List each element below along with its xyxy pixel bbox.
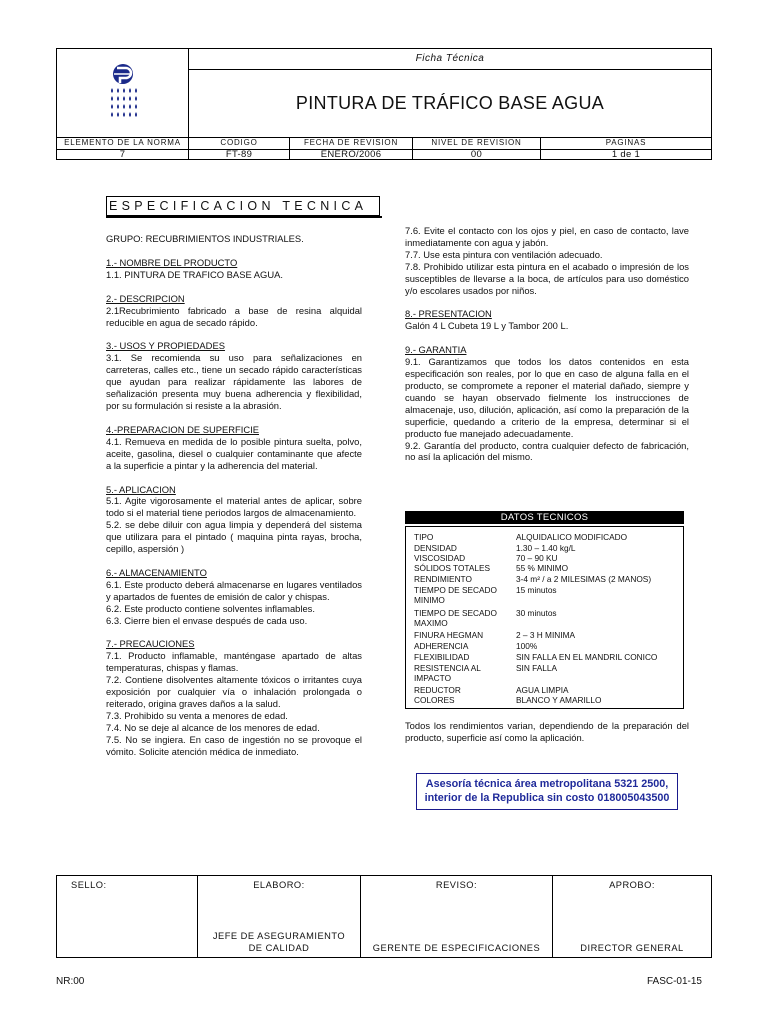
section-text: 7.4. No se deje al alcance de los menores de edad. xyxy=(106,721,320,733)
row-value: 1.30 – 1.40 kg/L xyxy=(516,543,576,553)
product-title: PINTURA DE TRÁFICO BASE AGUA xyxy=(295,93,605,113)
row-key: VISCOSIDAD xyxy=(414,553,466,563)
label-fecha: FECHA DE REVISION xyxy=(290,138,413,149)
right-column xyxy=(405,225,689,463)
row-key: RESISTENCIA AL IMPACTO xyxy=(414,663,481,683)
section-text: 6.3. Cierre bien el envase después de cada uso. xyxy=(106,614,308,626)
reviso-label: REVISO: xyxy=(435,880,478,890)
row-key: REDUCTOR xyxy=(414,685,461,695)
row-key: ADHERENCIA xyxy=(414,641,469,651)
row-value: 100% xyxy=(516,641,538,651)
header-table xyxy=(56,48,712,160)
section-heading: 1.- NOMBRE DEL PRODUCTO xyxy=(106,256,238,268)
signature-table xyxy=(56,875,712,958)
header-values-row xyxy=(57,149,711,160)
company-logo xyxy=(106,63,140,125)
row-value: 55 % MINIMO xyxy=(516,563,569,573)
row-value: 70 – 90 KU xyxy=(516,553,558,563)
value-elemento: 7 xyxy=(57,149,189,160)
label-elemento: ELEMENTO DE LA NORMA xyxy=(57,138,189,149)
aprobo-cell xyxy=(553,876,711,957)
row-value: BLANCO Y AMARILLO xyxy=(516,695,602,705)
section-text: 7.3. Prohibido su venta a menores de edad. xyxy=(106,709,288,721)
logo-cell xyxy=(57,49,189,137)
row-value: SIN FALLA EN EL MANDRIL CONICO xyxy=(516,652,658,662)
section-text: 5.2. se debe diluir con agua limpia y dependerá del sistema que utilizara para el pintado ( maquina pinta rayas, brocha, cepillo, aspersión ) xyxy=(106,519,362,555)
elaboro-cell xyxy=(198,876,361,957)
grupo-text: GRUPO: RECUBRIMIENTOS INDUSTRIALES. xyxy=(106,233,304,244)
section-text: 3.1. Se recomienda su uso para señalizaciones en carreteras, calles etc., tiene un secado rápido características que ayudan para realizar rápidamente las labores de señalización presenta muy buena adherencia y flexibilidad, por su formulación si resiste a la abrasión. xyxy=(106,352,362,411)
row-value: AGUA LIMPIA xyxy=(516,685,569,695)
section-text: Galón 4 L Cubeta 19 L y Tambor 200 L. xyxy=(405,320,569,332)
row-value: 3-4 m² / a 2 MILESIMAS (2 MANOS) xyxy=(516,574,652,584)
row-value: 30 minutos xyxy=(516,608,557,618)
ficha-tecnica-label: Ficha Técnica xyxy=(189,49,711,70)
section-heading: 3.- USOS Y PROPIEDADES xyxy=(106,340,225,352)
reviso-cell xyxy=(361,876,553,957)
section-text: 5.1. Agite vigorosamente el material antes de aplicar, sobre todo si el material tiene periodos largos de almacenamiento. xyxy=(106,495,362,519)
section-text: 7.1. Producto inflamable, manténgase apartado de altas temperaturas, chispas y flamas. xyxy=(106,650,362,674)
row-key: SÓLIDOS TOTALES xyxy=(414,563,491,573)
value-nivel: 00 xyxy=(413,149,541,160)
section-heading: 2.- DESCRIPCION xyxy=(106,292,185,304)
section-text: 7.5. No se ingiera. En caso de ingestión no se provoque el vómito. Solicite atención médica de inmediato. xyxy=(106,733,362,757)
section-text: 4.1. Remueva en medida de lo posible pintura suelta, polvo, aceite, gasolina, diesel o cualquier contaminante que afecte a la superficie a pintar y la adherencia del material. xyxy=(106,435,362,471)
spec-title: ESPECIFICACION TECNICA xyxy=(106,196,380,216)
row-key: RENDIMIENTO xyxy=(414,574,472,584)
section-text: 6.1. Este producto deberá almacenarse en lugares ventilados y apartados de fuentes de emisión de calor y chispas. xyxy=(106,578,362,602)
value-paginas: 1 de 1 xyxy=(611,149,641,160)
asesoria-callout xyxy=(416,773,678,810)
section-text: 9.1. Garantizamos que todos los datos contenidos en esta especificación son reales, por lo que en caso de alguna falla en el producto, se compromete a reponer el material dañado, siempre y cuando se hayan observado fielmente los instrucciones de almacenaje, uso, dilución, aplicación, así como la preparación de la superficie, quedando a criterio de la empresa, determinar si el producto fue manejado adecuadamente. xyxy=(405,356,689,439)
row-value: 15 minutos xyxy=(516,585,557,595)
section-heading: 4.-PREPARACION DE SUPERFICIE xyxy=(106,423,259,435)
row-value: ALQUIDALICO MODIFICADO xyxy=(516,532,628,542)
row-key: DENSIDAD xyxy=(414,543,457,553)
row-key: TIEMPO DE SECADO MAXIMO xyxy=(414,608,497,628)
left-column xyxy=(106,233,362,758)
row-key: TIEMPO DE SECADO MINIMO xyxy=(414,585,497,605)
elaboro-label: ELABORO: xyxy=(253,880,305,890)
label-nivel: NIVEL DE REVISION xyxy=(413,138,541,149)
rendimiento-note xyxy=(405,720,689,744)
footer-left: NR:00 xyxy=(56,976,85,987)
callout-line1: Asesoría técnica área metropolitana 5321 2500, xyxy=(425,778,669,790)
row-key: COLORES xyxy=(414,695,455,705)
value-codigo: FT-89 xyxy=(189,149,290,160)
aprobo-name: DIRECTOR GENERAL xyxy=(580,943,684,953)
callout-line2: interior de la Republica sin costo 018005043500 xyxy=(424,792,670,804)
section-heading: 7.- PRECAUCIONES xyxy=(106,638,195,650)
row-key: TIPO xyxy=(414,532,434,542)
note-text: Todos los rendimientos varian, dependiendo de la preparación del producto, superficie así como la aplicación. xyxy=(405,720,689,743)
aprobo-label: APROBO: xyxy=(609,880,655,890)
section-text: 9.2. Garantía del producto, contra cualquier defecto de fabricación, no así la aplicación del mismo. xyxy=(405,439,689,463)
reviso-name: GERENTE DE ESPECIFICACIONES xyxy=(372,943,541,953)
sello-cell xyxy=(57,876,198,957)
section-text: 7.6. Evite el contacto con los ojos y piel, en caso de contacto, lave inmediatamente con agua y jabón. xyxy=(405,225,689,248)
label-codigo: CODIGO xyxy=(189,138,290,149)
section-heading: 6.- ALMACENAMIENTO xyxy=(106,566,207,578)
row-value: 2 – 3 H MINIMA xyxy=(516,630,576,640)
row-key: FLEXIBILIDAD xyxy=(414,652,470,662)
label-paginas: PAGINAS xyxy=(605,138,647,147)
elaboro-name: JEFE DE ASEGURAMIENTO DE CALIDAD xyxy=(212,931,346,953)
datos-tecnicos-table xyxy=(405,526,684,709)
section-heading: 8.- PRESENTACION xyxy=(405,308,492,320)
datos-tecnicos-title: DATOS TECNICOS xyxy=(405,511,684,524)
section-heading: 9.- GARANTIA xyxy=(405,344,467,356)
value-fecha: ENERO/2006 xyxy=(290,149,413,160)
section-text: 6.2. Este producto contiene solventes inflamables. xyxy=(106,602,315,614)
section-text: 7.7. Use esta pintura con ventilación adecuado. xyxy=(405,248,603,260)
section-heading: 5.- APLICACION xyxy=(106,483,176,495)
footer-right: FASC-01-15 xyxy=(646,976,702,987)
section-text: 7.2. Contiene disolventes altamente tóxicos o irritantes cuya exposición por cualquier vía o inhalación prolongada o reiterado, origina graves daños a la salud. xyxy=(106,674,362,709)
section-text: 2.1Recubrimiento fabricado a base de resina alquidal reducible en agua de secado rápido. xyxy=(106,304,362,328)
sello-label: SELLO: xyxy=(71,880,107,890)
section-text: 7.8. Prohibido utilizar esta pintura en el acabado o impresión de los susceptibles de llevarse a la boca, de artículos para uso doméstico y/o escolares usados por niños. xyxy=(405,260,689,296)
row-value: SIN FALLA xyxy=(516,663,558,673)
row-key: FINURA HEGMAN xyxy=(414,630,484,640)
section-text: 1.1. PINTURA DE TRAFICO BASE AGUA. xyxy=(106,268,283,280)
